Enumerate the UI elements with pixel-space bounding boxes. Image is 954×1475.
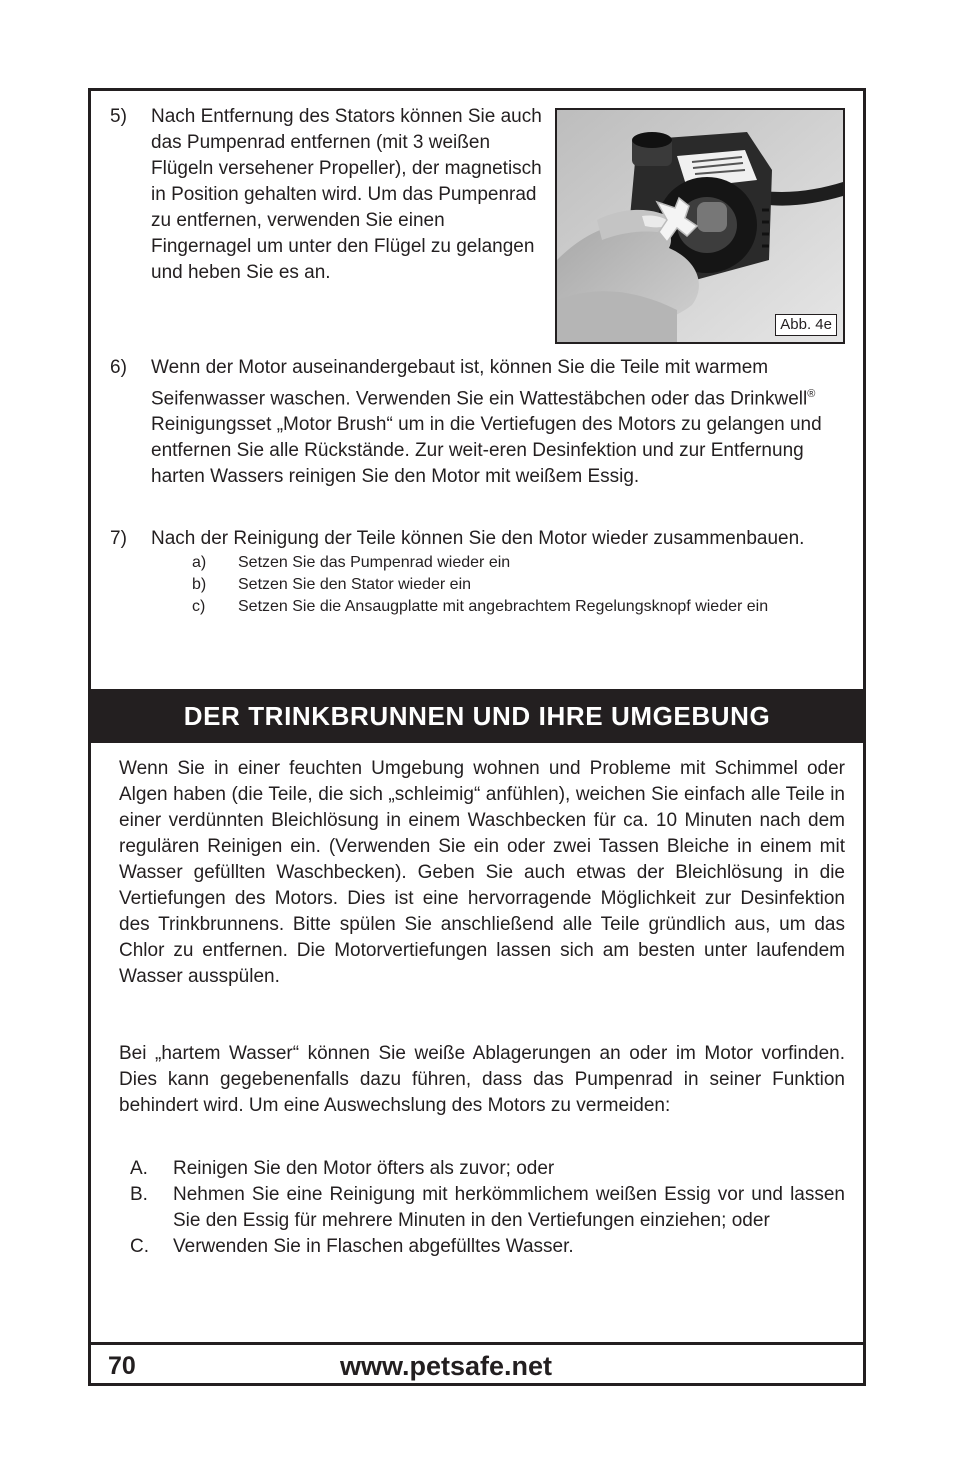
- substep-label: b): [192, 576, 207, 593]
- substep-text: Setzen Sie den Stator wieder ein: [238, 576, 472, 593]
- section-paragraph-2: Bei „hartem Wasser“ können Sie weiße Ablagerungen an oder im Motor vorfinden. Dies kann gegebenenfalls dazu führen, dass das Pumpenrad in seiner Funktion behindert wird. Um eine Auswechslung des Motors zu vermeiden:: [119, 1043, 845, 1116]
- step-number: 6): [110, 357, 127, 378]
- option-list: [119, 1156, 845, 1260]
- figure-photo: [555, 108, 845, 344]
- step-7: [110, 526, 845, 618]
- section-title: DER TRINKBRUNNEN UND IHRE UMGEBUNG: [183, 700, 771, 731]
- substep-item: [192, 552, 845, 574]
- pump-impeller-photo: [557, 110, 843, 342]
- footer-url: www.petsafe.net: [340, 1351, 553, 1381]
- step-number: 5): [110, 106, 127, 127]
- option-item: [119, 1182, 845, 1234]
- step-text: Nach Entfernung des Stators können Sie auch das Pumpenrad entfernen (mit 3 weißen Flügeln versehener Propeller), der magnetisch in Position gehalten wird. Um das Pumpenrad zu entfernen, verwenden Sie einen Fingernagel um unter den Flügel zu gelangen und heben Sie es an.: [151, 106, 542, 283]
- substep-text: Setzen Sie das Pumpenrad wieder ein: [238, 554, 511, 571]
- step-text: Nach der Reinigung der Teile können Sie den Motor wieder zusammenbauen.: [151, 528, 805, 549]
- option-text: Nehmen Sie eine Reinigung mit herkömmlichem weißen Essig vor und lassen Sie den Essig für mehrere Minuten in den Vertiefungen einziehen; oder: [173, 1184, 845, 1231]
- option-label: B.: [130, 1184, 148, 1205]
- option-item: [119, 1156, 845, 1182]
- substep-item: [192, 574, 845, 596]
- substep-list: [110, 552, 845, 618]
- option-label: A.: [130, 1158, 148, 1179]
- section-paragraph-1: Wenn Sie in einer feuchten Umgebung wohnen und Probleme mit Schimmel oder Algen haben (die Teile, die sich „schleimig“ anfühlen), weichen Sie einfach alle Teile in einer verdünnten Bleichlösung in einem Waschbecken für ca. 10 Minuten nach dem regulären Reinigen ein. (Verwenden Sie ein oder zwei Tassen Bleiche in einem mit Wasser gefüllten Waschbecken). Geben Sie auch etwas der Bleichlösung in die Vertiefungen des Motors. Dies ist eine hervorragende Möglichkeit zur Desinfektion des Trinkbrunnens. Bitte spülen Sie anschließend alle Teile gründlich aus, um das Chlor zu entfernen. Die Motorvertiefungen lassen sich am besten unter laufendem Wasser ausspülen.: [119, 758, 845, 987]
- step-6: [110, 355, 845, 490]
- option-text: Verwenden Sie in Flaschen abgefülltes Wasser.: [173, 1236, 574, 1257]
- step-text-part: Reinigungsset „Motor Brush“ um in die Vertiefugen des Motors zu gelangen und entfernen Sie alle Rückstände. Zur weit-eren Desinfektion und zur Entfernung harten Wassers reinigen Sie den Motor mit weißem Essig.: [151, 414, 822, 488]
- step-text: [151, 355, 845, 490]
- figure-caption: Abb. 4e: [775, 314, 837, 336]
- step-5: [110, 104, 550, 286]
- section-banner: [88, 689, 866, 743]
- page-number: 70: [108, 1352, 136, 1380]
- substep-label: c): [192, 598, 206, 615]
- option-label: C.: [130, 1236, 149, 1257]
- substep-label: a): [192, 554, 207, 571]
- option-item: [119, 1234, 845, 1260]
- substep-item: [192, 596, 845, 618]
- registered-trademark-mark: ®: [807, 388, 816, 400]
- substep-text: Setzen Sie die Ansaugplatte mit angebrachtem Regelungsknopf wieder ein: [238, 598, 769, 615]
- step-text-part: Wenn der Motor auseinandergebaut ist, können Sie die Teile mit warmem Seifenwasser waschen. Verwenden Sie ein Wattestäbchen oder das Drinkwell: [151, 357, 808, 410]
- step-number: 7): [110, 528, 127, 549]
- option-text: Reinigen Sie den Motor öfters als zuvor; oder: [173, 1158, 555, 1179]
- footer-divider: [88, 1342, 866, 1345]
